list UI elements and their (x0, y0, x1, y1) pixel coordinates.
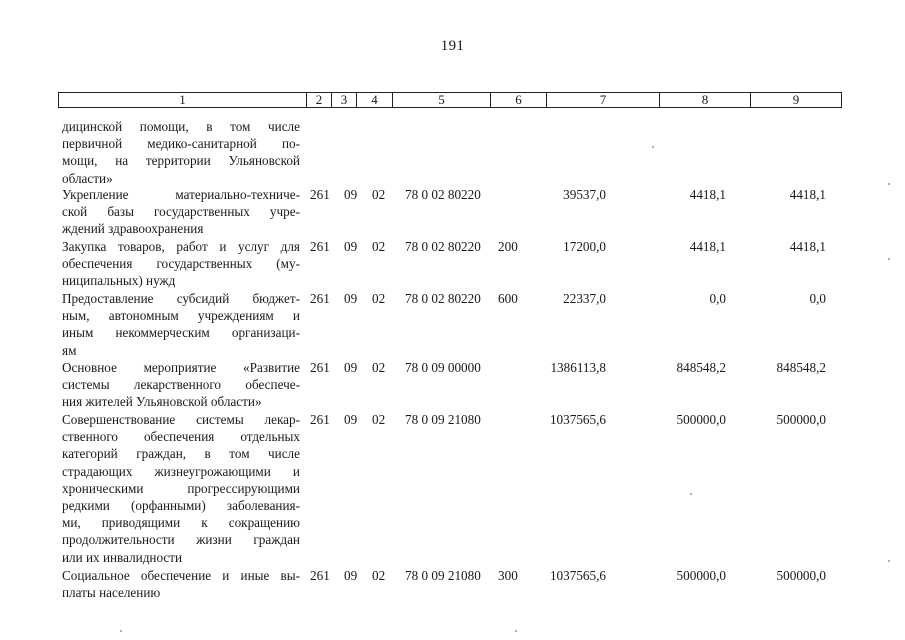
cell-amount-col9: 4418,1 (789, 187, 826, 202)
description-line: платы населению (62, 585, 161, 601)
cell-target-article: 78 0 09 21080 (405, 412, 481, 427)
row-description (62, 567, 300, 601)
table-header-row (58, 92, 842, 108)
scan-speck (120, 630, 122, 632)
cell-amount-col9: 500000,0 (776, 568, 826, 583)
header-col-5: 5 (392, 93, 490, 107)
description-line: Предоставление субсидий бюджет- (62, 291, 300, 306)
cell-section: 09 (344, 568, 358, 583)
cell-expense-type: 200 (498, 239, 518, 254)
row-description (62, 411, 300, 566)
cell-amount-col7: 1037565,6 (549, 568, 606, 583)
header-col-8: 8 (659, 93, 750, 107)
cell-amount-col9: 4418,1 (789, 239, 826, 254)
description-line: ственного обеспечения отдельных (62, 429, 300, 445)
cell-budget-code: 261 (310, 360, 330, 375)
scan-speck (652, 146, 654, 148)
cell-section: 09 (344, 187, 358, 202)
header-col-6: 6 (490, 93, 546, 107)
cell-expense-type: 600 (498, 291, 518, 306)
cell-amount-col8: 500000,0 (676, 568, 726, 583)
description-line: ской базы государственных учре- (62, 204, 300, 220)
scan-speck (690, 493, 692, 495)
cell-budget-code: 261 (310, 568, 330, 583)
cell-target-article: 78 0 02 80220 (405, 187, 481, 202)
scan-speck (888, 183, 890, 185)
description-line: или их инвалидности (62, 549, 183, 565)
description-line: ям (62, 342, 77, 358)
description-line: Закупка товаров, работ и услуг для (62, 239, 300, 254)
cell-budget-code: 261 (310, 239, 330, 254)
cell-section: 09 (344, 291, 358, 306)
cell-section: 09 (344, 239, 358, 254)
scan-speck (515, 630, 517, 632)
cell-amount-col8: 4418,1 (689, 187, 726, 202)
description-line: хроническими прогрессирующими (62, 480, 300, 496)
row-description (62, 290, 300, 359)
row-description (62, 118, 300, 187)
description-line: системы лекарственного обеспече- (62, 377, 300, 393)
cell-amount-col7: 22337,0 (563, 291, 606, 306)
description-line: мощи, на территории Ульяновской (62, 153, 300, 169)
description-line: Укрепление материально-техниче- (62, 187, 300, 202)
row-description (62, 238, 300, 290)
cell-budget-code: 261 (310, 412, 330, 427)
cell-subsection: 02 (372, 412, 386, 427)
scan-speck (888, 560, 890, 562)
description-line: продолжительности жизни граждан (62, 532, 300, 548)
cell-budget-code: 261 (310, 291, 330, 306)
cell-subsection: 02 (372, 291, 386, 306)
cell-section: 09 (344, 360, 358, 375)
cell-subsection: 02 (372, 239, 386, 254)
description-line: категорий граждан, в том числе (62, 446, 300, 462)
header-col-3: 3 (331, 93, 356, 107)
cell-amount-col8: 0,0 (709, 291, 726, 306)
cell-target-article: 78 0 02 80220 (405, 291, 481, 306)
cell-amount-col9: 500000,0 (776, 412, 826, 427)
cell-amount-col8: 848548,2 (676, 360, 726, 375)
row-description (62, 359, 300, 411)
header-col-4: 4 (356, 93, 392, 107)
cell-target-article: 78 0 09 00000 (405, 360, 481, 375)
cell-subsection: 02 (372, 568, 386, 583)
description-line: области» (62, 170, 113, 186)
header-col-2: 2 (306, 93, 331, 107)
cell-amount-col9: 848548,2 (776, 360, 826, 375)
description-line: Основное мероприятие «Развитие (62, 360, 300, 375)
cell-subsection: 02 (372, 187, 386, 202)
cell-target-article: 78 0 09 21080 (405, 568, 481, 583)
description-line: ния жителей Ульяновской области» (62, 394, 262, 410)
description-line: первичной медико-санитарной по- (62, 136, 300, 152)
cell-subsection: 02 (372, 360, 386, 375)
header-col-9: 9 (750, 93, 841, 107)
cell-amount-col7: 1037565,6 (549, 412, 606, 427)
description-line: ми, приводящими к сокращению (62, 515, 300, 531)
cell-target-article: 78 0 02 80220 (405, 239, 481, 254)
cell-amount-col9: 0,0 (809, 291, 826, 306)
description-line: дицинской помощи, в том числе (62, 119, 300, 134)
description-line: ждений здравоохранения (62, 221, 204, 237)
row-description (62, 186, 300, 238)
scan-speck (888, 258, 890, 260)
cell-amount-col7: 17200,0 (563, 239, 606, 254)
cell-amount-col7: 1386113,8 (550, 360, 606, 375)
description-line: иным некоммерческим организаци- (62, 325, 300, 341)
description-line: страдающих жизнеугрожающими и (62, 463, 300, 479)
cell-expense-type: 300 (498, 568, 518, 583)
header-col-7: 7 (546, 93, 659, 107)
cell-amount-col7: 39537,0 (563, 187, 606, 202)
description-line: ным, автономным учреждениям и (62, 308, 300, 324)
description-line: редкими (орфанными) заболевания- (62, 498, 300, 514)
cell-amount-col8: 4418,1 (689, 239, 726, 254)
description-line: Социальное обеспечение и иные вы- (62, 568, 300, 583)
description-line: Совершенствование системы лекар- (62, 412, 300, 427)
cell-section: 09 (344, 412, 358, 427)
header-col-1: 1 (179, 92, 186, 107)
description-line: обеспечения государственных (му- (62, 256, 300, 272)
description-line: ниципальных) нужд (62, 273, 176, 289)
page-number: 191 (440, 38, 465, 54)
cell-budget-code: 261 (310, 187, 330, 202)
cell-amount-col8: 500000,0 (676, 412, 726, 427)
